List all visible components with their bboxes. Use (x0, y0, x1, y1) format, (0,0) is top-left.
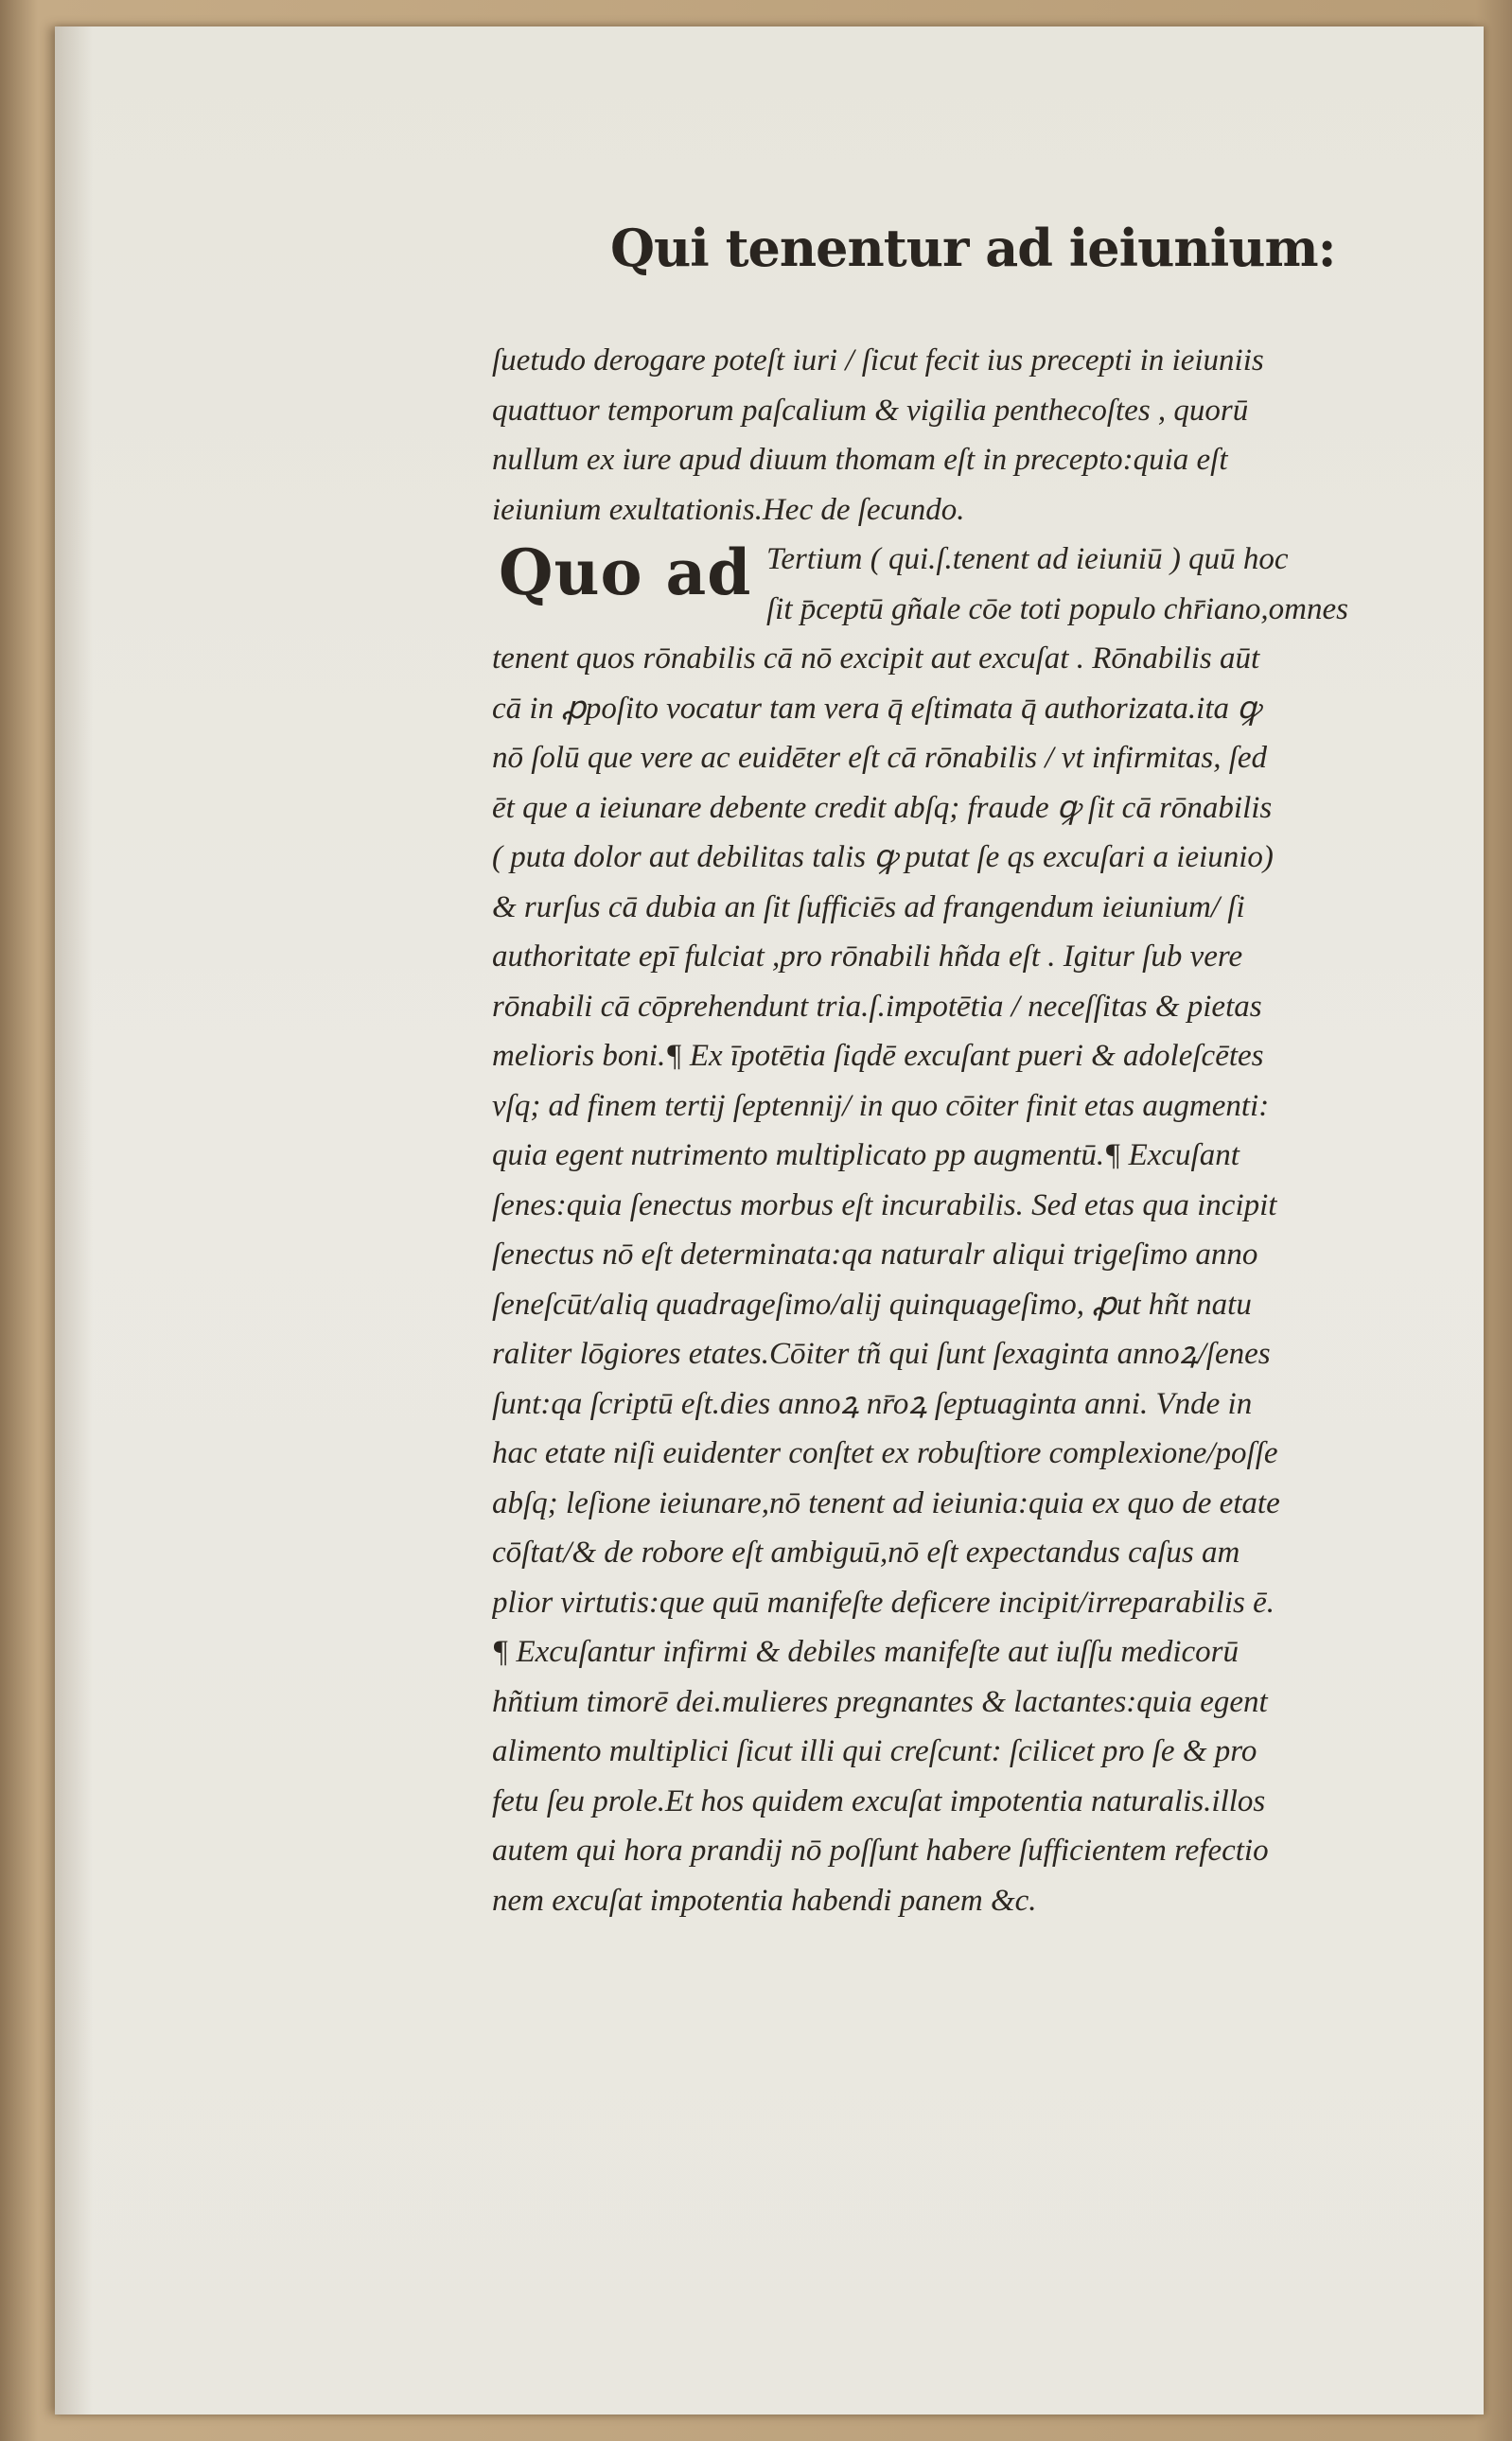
text-line: ſenectus nō eſt determinata:qa naturalr aliqui trigeſimo anno (492, 1238, 1258, 1272)
text-line: alimento multiplici ſicut illi qui creſcunt: ſcilicet pro ſe & pro (492, 1734, 1257, 1768)
decorated-initial: Quo ad (499, 536, 752, 609)
text-line: plior virtutis:que quū manifeſte deficere incipit/irreparabilis ē. (492, 1585, 1275, 1620)
text-line: vſq; ad finem tertij ſeptennij/ in quo cōiter finit etas augmenti: (492, 1088, 1270, 1123)
text-line: rōnabili cā cōprehendunt tria.ſ.impotētia / neceſſitas & pietas (492, 989, 1262, 1024)
text-line: ſuetudo derogare poteſt iuri / ſicut fecit ius precepti in ieiuniis (492, 343, 1264, 378)
text-line: nullum ex iure apud diuum thomam eſt in precepto:quia eſt (492, 443, 1228, 477)
text-line: authoritate epī fulciat ,pro rōnabili hñda eſt . Igitur ſub vere (492, 940, 1243, 974)
text-line: fetu ſeu prole.Et hos quidem excuſat impotentia naturalis.illos (492, 1783, 1266, 1818)
text-line: nem excuſat impotentia habendi panem &c. (492, 1883, 1037, 1918)
text-line: abſq; leſione ieiunare,nō tenent ad ieiunia:quia ex quo de etate (492, 1485, 1280, 1520)
text-line: quia egent nutrimento multiplicato pp augmentū.¶ Excuſant (492, 1138, 1239, 1172)
text-line: ieiunium exultationis.Hec de ſecundo. (492, 492, 965, 527)
text-line: tenent quos rōnabilis cā nō excipit aut excuſat . Rōnabilis aūt (492, 641, 1260, 676)
text-line: quattuor temporum paſcalium & vigilia penthecoſtes , quorū (492, 393, 1249, 428)
text-line: autem qui hora prandij nō poſſunt habere ſufficientem refectio (492, 1834, 1269, 1868)
page-heading: Qui tenentur ad ieiunium: (610, 218, 1336, 278)
text-line: melioris boni.¶ Ex īpotētia ſiqdē excuſant pueri & adoleſcētes (492, 1039, 1264, 1073)
text-line: ſenes:quia ſenectus morbus eſt incurabilis. Sed etas qua incipit (492, 1187, 1277, 1222)
text-line: ēt que a ieiunare debente credit abſq; fraude ꝙ ſit cā rōnabilis (492, 790, 1273, 825)
text-line: cōſtat/& de robore eſt ambiguū,nō eſt expectandus caſus am (492, 1536, 1240, 1570)
body-text (492, 336, 1462, 1925)
text-line: & rurſus cā dubia an ſit ſufficiēs ad frangendum ieiunium/ ſi (492, 889, 1245, 924)
text-line: ¶ Excuſantur infirmi & debiles manifeſte aut iuſſu medicorū (492, 1635, 1239, 1669)
text-line: nō ſolū que vere ac euidēter eſt cā rōnabilis / vt infirmitas, ſed (492, 741, 1268, 775)
text-line: ſit p̄ceptū gñale cōe toti populo chr̄iano,omnes (766, 591, 1348, 626)
text-line: cā in ꝓpoſito vocatur tam vera q̄ eſtimata q̄ authorizata.ita ꝙ (492, 691, 1261, 726)
text-line: Tertium ( qui.ſ.tenent ad ieiuniū ) quū hoc (766, 542, 1289, 576)
text-line: hñtium timorē dei.mulieres pregnantes & lactantes:quia egent (492, 1684, 1268, 1719)
text-line: ſeneſcūt/aliq quadrageſimo/alij quinquageſimo, ꝓut hñt natu (492, 1287, 1252, 1322)
text-line: hac etate niſi euidenter conſtet ex robuſtiore complexione/poſſe (492, 1436, 1278, 1470)
text-line: ſunt:qa ſcriptū eſt.dies annoꝝ nr̄oꝝ ſeptuaginta anni. Vnde in (492, 1386, 1253, 1421)
text-line: raliter lōgiores etates.Cōiter tñ qui ſunt ſexaginta annoꝝ/ſenes (492, 1337, 1271, 1371)
text-line: ( puta dolor aut debilitas talis ꝙ putat ſe qs excuſari a ieiunio) (492, 840, 1274, 874)
